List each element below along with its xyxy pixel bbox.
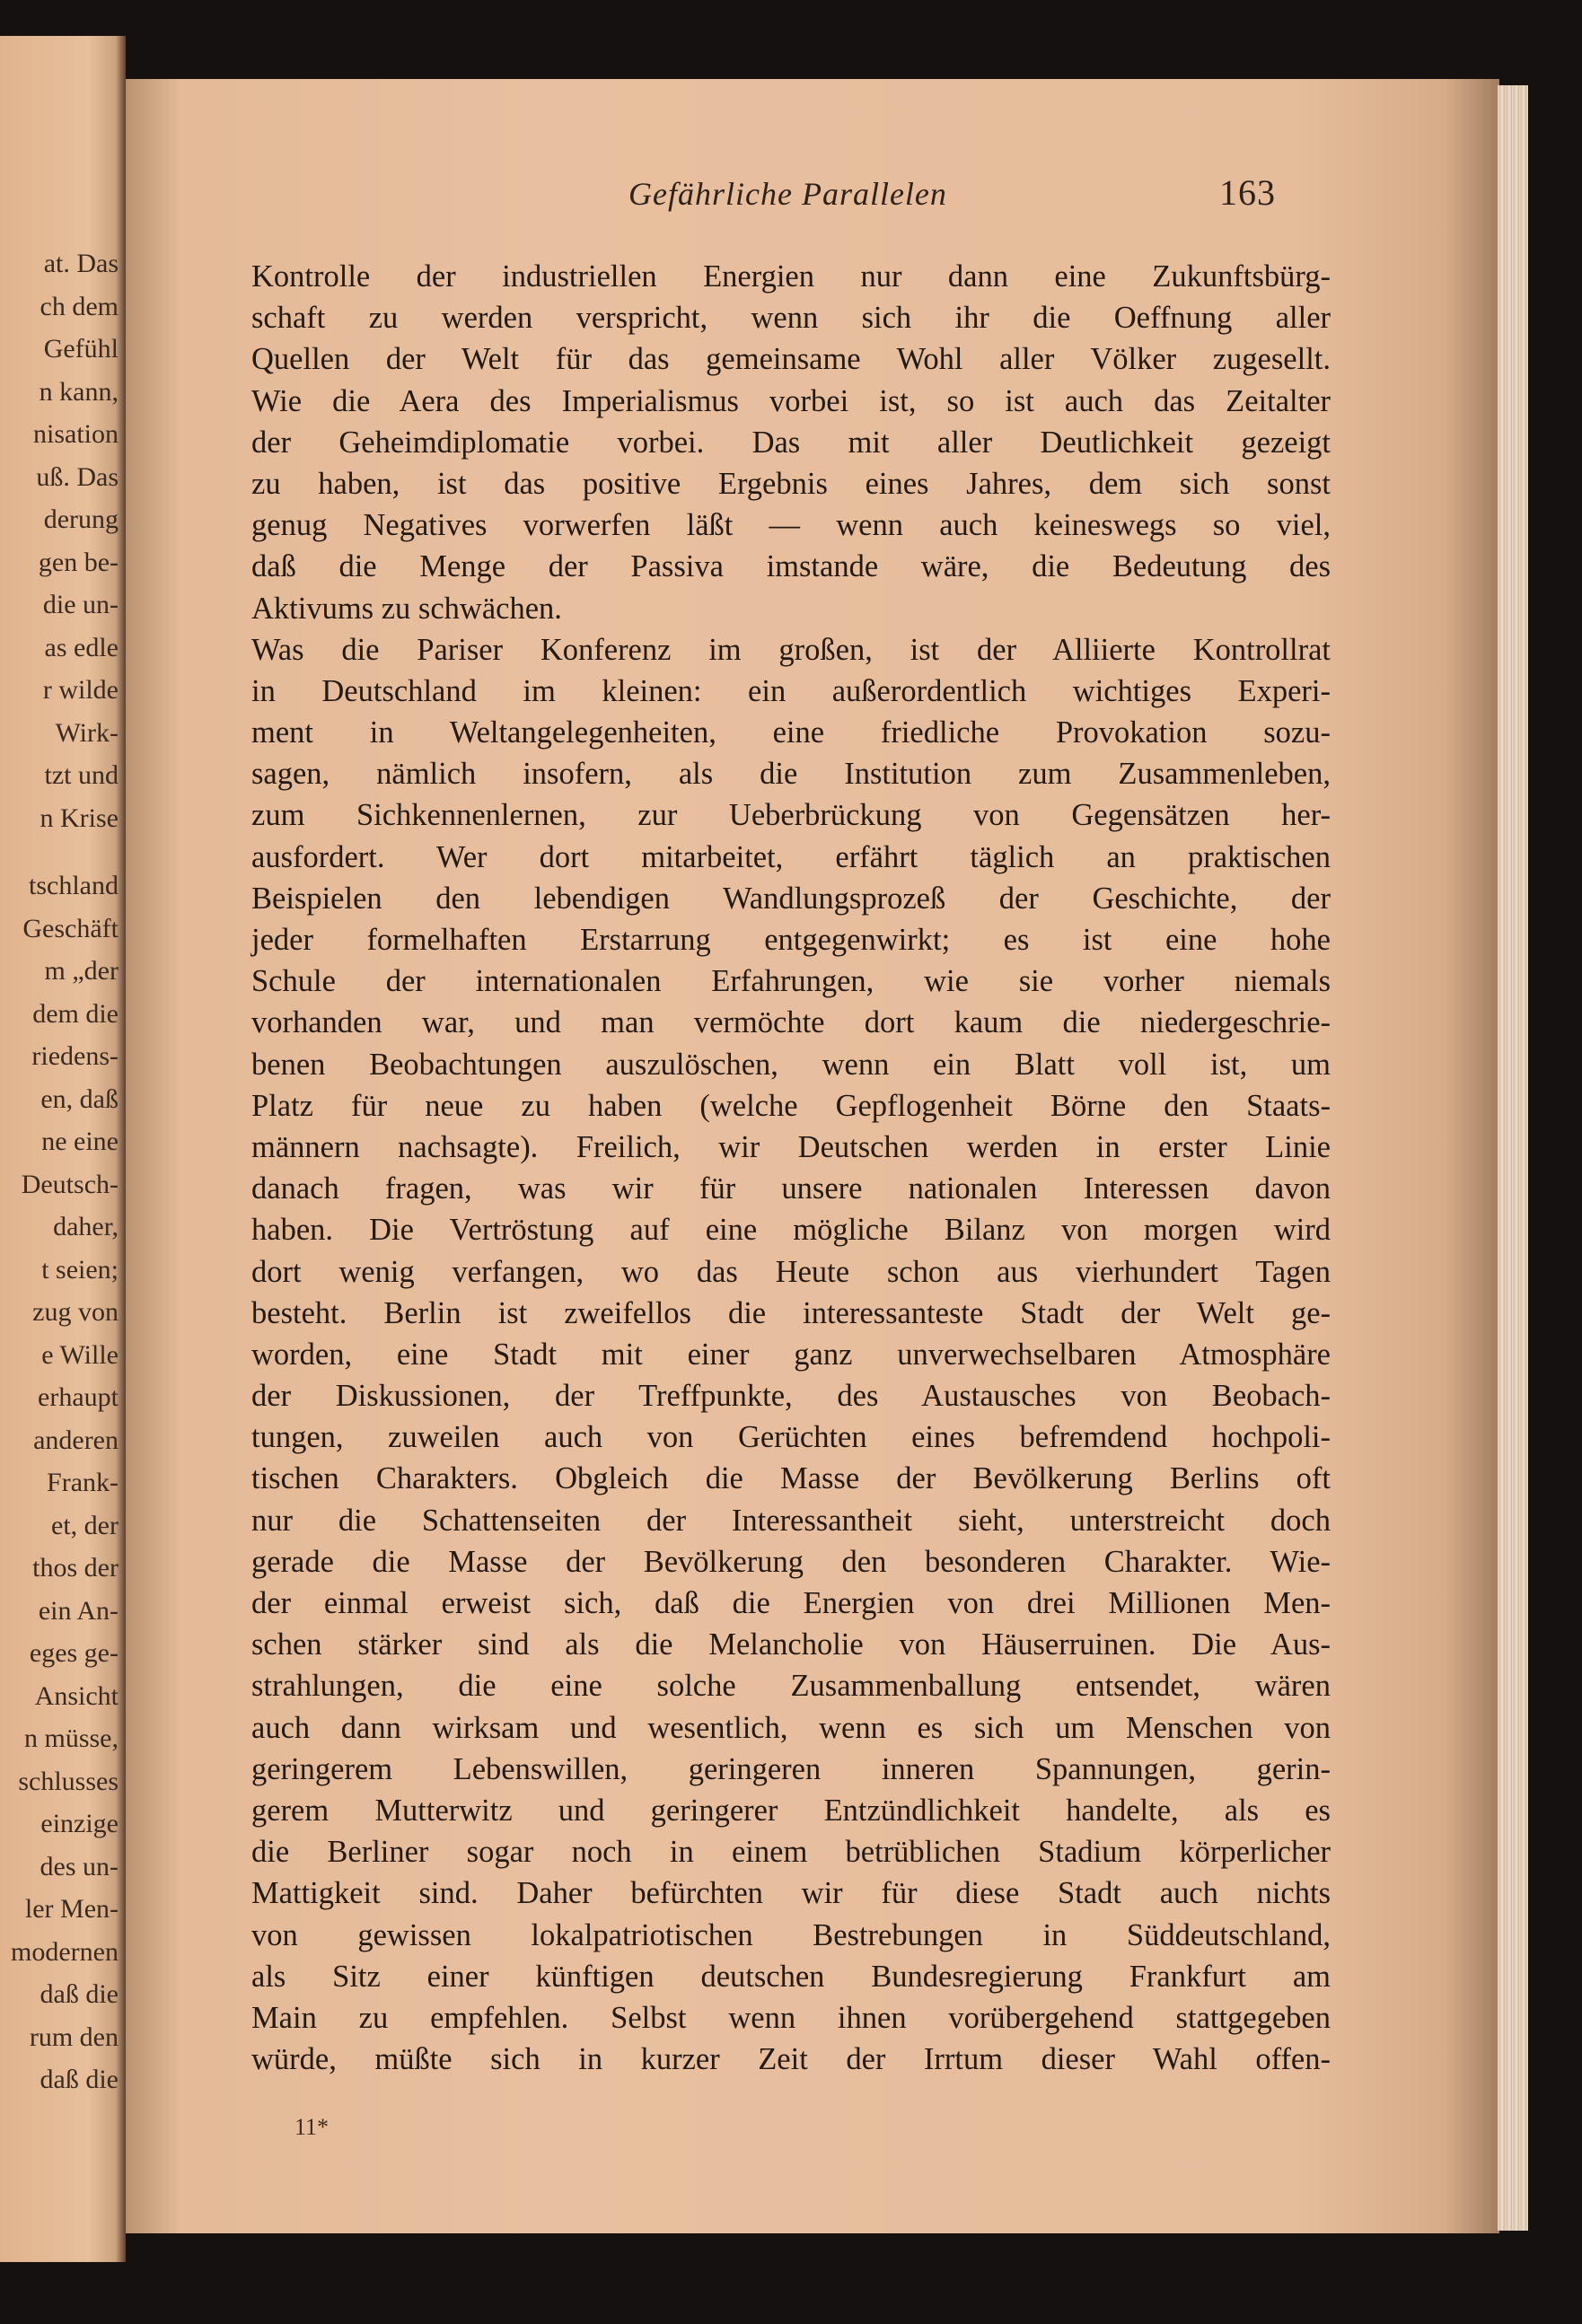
- text-line: Beispielen den lebendigen Wandlungsprozeß der Geschichte, der: [251, 881, 1331, 916]
- text-line: zu haben, ist das positive Ergebnis eines Jahres, dem sich sonst: [251, 466, 1331, 501]
- left-page-fragment: ein An-: [38, 1595, 119, 1626]
- running-head: [126, 172, 1499, 220]
- text-line: daß die Menge der Passiva imstande wäre, die Bedeutung des: [251, 549, 1331, 584]
- body-text: [251, 256, 1331, 2080]
- text-line: der Geheimdiplomatie vorbei. Das mit aller Deutlichkeit gezeigt: [251, 425, 1331, 460]
- left-page-fragment: ler Men-: [24, 1894, 119, 1924]
- left-page-fragment: Geschäft: [22, 913, 119, 943]
- left-facing-page: [0, 36, 126, 2262]
- text-line: genug Negatives vorwerfen läßt — wenn auch keineswegs so viel,: [251, 508, 1331, 543]
- text-line: in Deutschland im kleinen: ein außerordentlich wichtiges Experi-: [251, 673, 1331, 708]
- left-page-fragment: schlusses: [18, 1766, 119, 1796]
- text-line: nur die Schattenseiten der Interessantheit sieht, unterstreicht doch: [251, 1503, 1331, 1538]
- text-line: der einmal erweist sich, daß die Energien von drei Millionen Men-: [251, 1586, 1331, 1620]
- text-line: auch dann wirksam und wesentlich, wenn es sich um Menschen von: [251, 1710, 1331, 1745]
- text-line: benen Beobachtungen auszulöschen, wenn ein Blatt voll ist, um: [251, 1047, 1331, 1082]
- left-page-fragment: daß die: [40, 1979, 119, 2009]
- left-page-fragment: des un-: [40, 1851, 119, 1881]
- left-page-fragment: r wilde: [42, 675, 119, 705]
- left-page-fragment: zug von: [32, 1297, 119, 1327]
- left-page-fragment: ne eine: [41, 1127, 119, 1156]
- left-page-fragment: erhaupt: [38, 1382, 119, 1412]
- text-line: ausfordert. Wer dort mitarbeitet, erfährt täglich an praktischen: [251, 839, 1331, 874]
- left-page-fragment: derung: [43, 504, 119, 534]
- text-line: ment in Weltangelegenheiten, eine friedliche Provokation sozu-: [251, 715, 1331, 750]
- text-line: worden, eine Stadt mit einer ganz unverwechselbaren Atmosphäre: [251, 1337, 1331, 1372]
- left-page-fragment: daher,: [53, 1212, 119, 1241]
- text-line: Mattigkeit sind. Daher befürchten wir für diese Stadt auch nichts: [251, 1876, 1331, 1911]
- left-page-fragment: die un-: [42, 590, 119, 619]
- text-line: tungen, zuweilen auch von Gerüchten eines befremdend hochpoli-: [251, 1420, 1331, 1455]
- text-line: gerem Mutterwitz und geringerer Entzündlichkeit handelte, als es: [251, 1793, 1331, 1828]
- text-line: Was die Pariser Konferenz im großen, ist der Alliierte Kontrollrat: [251, 632, 1331, 667]
- left-page-fragment: modernen: [11, 1936, 119, 1967]
- left-page-fragment: daß die: [40, 2065, 119, 2094]
- left-page-fragment: m „der: [44, 956, 119, 986]
- text-line: Wie die Aera des Imperialismus vorbei ist, so ist auch das Zeitalter: [251, 383, 1331, 418]
- left-page-fragment: e Wille: [41, 1339, 119, 1370]
- text-line: jeder formelhaften Erstarrung entgegenwirkt; es ist eine hohe: [251, 923, 1331, 957]
- left-page-fragment: at. Das: [43, 249, 119, 278]
- left-page-fragment: as edle: [44, 632, 119, 662]
- left-page-fragment: eges ge-: [29, 1638, 119, 1668]
- left-page-fragment: Frank-: [47, 1468, 119, 1497]
- text-line: als Sitz einer künftigen deutschen Bundesregierung Frankfurt am: [251, 1959, 1331, 1994]
- left-page-fragment: dem die: [32, 998, 119, 1029]
- left-page-text-fragments: [0, 242, 119, 2101]
- text-line: Kontrolle der industriellen Energien nur dann eine Zukunftsbürg-: [251, 259, 1331, 294]
- left-page-fragment: n Krise: [40, 802, 119, 833]
- left-page-fragment: rum den: [29, 2021, 119, 2052]
- text-line: vorhanden war, und man vermöchte dort kaum die niedergeschrie-: [251, 1005, 1331, 1040]
- left-page-fragment: nisation: [33, 419, 119, 449]
- text-line: sagen, nämlich insofern, als die Institution zum Zusammenleben,: [251, 757, 1331, 792]
- running-head-title: Gefährliche Parallelen: [628, 176, 947, 212]
- text-line: geringerem Lebenswillen, geringeren inneren Spannungen, gerin-: [251, 1751, 1331, 1786]
- left-page-fragment: n kann,: [39, 376, 119, 407]
- text-line: männern nachsagte). Freilich, wir Deutschen werden in erster Linie: [251, 1129, 1331, 1164]
- left-page-fragment: Ansicht: [34, 1680, 119, 1711]
- left-page-fragment: en, daß: [40, 1083, 119, 1114]
- text-line: haben. Die Vertröstung auf eine mögliche Bilanz von morgen wird: [251, 1213, 1331, 1248]
- text-line: von gewissen lokalpatriotischen Bestrebungen in Süddeutschland,: [251, 1917, 1331, 1952]
- left-page-fragment: [0, 839, 119, 864]
- text-line: zum Sichkennenlernen, zur Ueberbrückung von Gegensätzen her-: [251, 798, 1331, 833]
- left-page-fragment: t seien;: [41, 1254, 119, 1285]
- left-page-fragment: et, der: [51, 1510, 119, 1540]
- page-number: 163: [1219, 172, 1276, 213]
- left-page-fragment: thos der: [32, 1553, 119, 1583]
- text-line: gerade die Masse der Bevölkerung den besonderen Charakter. Wie-: [251, 1544, 1331, 1579]
- left-page-fragment: riedens-: [31, 1041, 119, 1071]
- text-line: der Diskussionen, der Treffpunkte, des Austausches von Beobach-: [251, 1379, 1331, 1414]
- text-line: schen stärker sind als die Melancholie von Häuserruinen. Die Aus-: [251, 1627, 1331, 1662]
- text-line: schaft zu werden verspricht, wenn sich ihr die Oeffnung aller: [251, 301, 1331, 336]
- left-page-fragment: Wirk-: [55, 717, 119, 748]
- left-page-fragment: gen be-: [38, 547, 119, 577]
- left-page-fragment: uß. Das: [36, 461, 119, 492]
- left-page-fragment: tzt und: [44, 760, 119, 790]
- left-page-fragment: tschland: [29, 871, 119, 900]
- text-line: strahlungen, die eine solche Zusammenballung entsendet, wären: [251, 1669, 1331, 1704]
- text-line: Schule der internationalen Erfahrungen, wie sie vorher niemals: [251, 964, 1331, 999]
- text-line: Quellen der Welt für das gemeinsame Wohl aller Völker zugesellt.: [251, 342, 1331, 377]
- text-line: tischen Charakters. Obgleich die Masse der Bevölkerung Berlins oft: [251, 1461, 1331, 1496]
- text-line: besteht. Berlin ist zweifellos die interessanteste Stadt der Welt ge-: [251, 1295, 1331, 1330]
- left-page-fragment: Deutsch-: [21, 1169, 119, 1199]
- text-line: würde, müßte sich in kurzer Zeit der Irrtum dieser Wahl offen-: [251, 2042, 1331, 2077]
- text-line: die Berliner sogar noch in einem betrüblichen Stadium körperlicher: [251, 1835, 1331, 1870]
- text-line: Platz für neue zu haben (welche Gepflogenheit Börne den Staats-: [251, 1088, 1331, 1123]
- page-stack-edge: [1498, 85, 1528, 2231]
- left-page-fragment: Gefühl: [43, 334, 119, 364]
- text-line: Aktivums zu schwächen.: [251, 591, 562, 626]
- text-line: Main zu empfehlen. Selbst wenn ihnen vorübergehend stattgegeben: [251, 2000, 1331, 2035]
- left-page-fragment: einzige: [40, 1809, 119, 1838]
- text-line: dort wenig verfangen, wo das Heute schon aus vierhundert Tagen: [251, 1254, 1331, 1289]
- signature-mark: 11*: [294, 2114, 330, 2140]
- left-page-fragment: n müsse,: [24, 1723, 119, 1753]
- left-page-fragment: ch dem: [40, 291, 119, 321]
- left-page-fragment: anderen: [33, 1425, 119, 1455]
- text-line: danach fragen, was wir für unsere nationalen Interessen davon: [251, 1171, 1331, 1206]
